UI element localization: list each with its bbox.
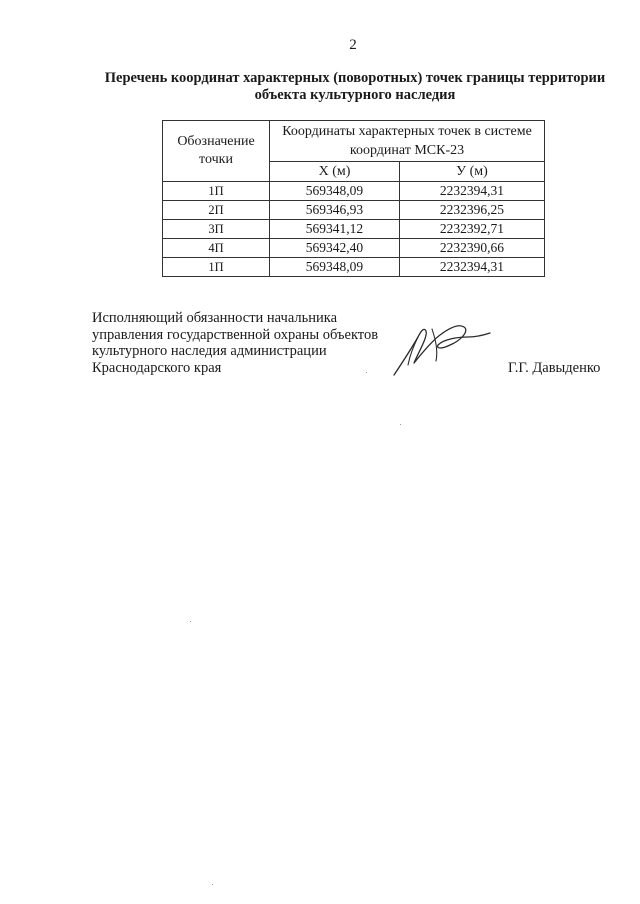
- scan-speck: [190, 621, 191, 622]
- row-x: 569342,40: [270, 239, 400, 258]
- table-row: [163, 201, 545, 220]
- row-y: 2232394,31: [399, 258, 544, 277]
- header-x: Х (м): [270, 162, 400, 182]
- signer-position: [92, 310, 412, 376]
- row-y: 2232390,66: [399, 239, 544, 258]
- handwritten-signature: [388, 315, 492, 381]
- row-y: 2232394,31: [399, 182, 544, 201]
- row-x: 569348,09: [270, 258, 400, 277]
- header-point-designation: Обозначение точки: [163, 121, 270, 182]
- table-row: [163, 239, 545, 258]
- header-y: У (м): [399, 162, 544, 182]
- page-number: 2: [349, 37, 357, 53]
- row-x: 569348,09: [270, 182, 400, 201]
- row-y: 2232392,71: [399, 220, 544, 239]
- row-point: 2П: [163, 201, 270, 220]
- table-row: [163, 220, 545, 239]
- signer-position-line: управления государственной охраны объектов: [92, 326, 379, 343]
- signer-position-line: Исполняющий обязанности начальника: [92, 310, 338, 326]
- signer-name: Г.Г. Давыденко: [508, 360, 601, 376]
- row-point: 4П: [163, 239, 270, 258]
- row-point: 1П: [163, 182, 270, 201]
- document-title: Перечень координат характерных (поворотных) точек границы территории объекта культурного наследия: [104, 70, 606, 103]
- table-row: [163, 258, 545, 277]
- coordinates-table: [162, 120, 545, 277]
- header-coordinate-system: Координаты характерных точек в системе координат МСК-23: [270, 121, 545, 162]
- row-x: 569341,12: [270, 220, 400, 239]
- row-point: 1П: [163, 258, 270, 277]
- row-y: 2232396,25: [399, 201, 544, 220]
- row-point: 3П: [163, 220, 270, 239]
- table-row: [163, 182, 545, 201]
- signer-position-line: Краснодарского края: [92, 359, 222, 376]
- scan-speck: [212, 884, 213, 885]
- scan-speck: [400, 424, 401, 425]
- scan-speck: [366, 372, 367, 373]
- row-x: 569346,93: [270, 201, 400, 220]
- signer-position-line: культурного наследия администрации: [92, 343, 327, 359]
